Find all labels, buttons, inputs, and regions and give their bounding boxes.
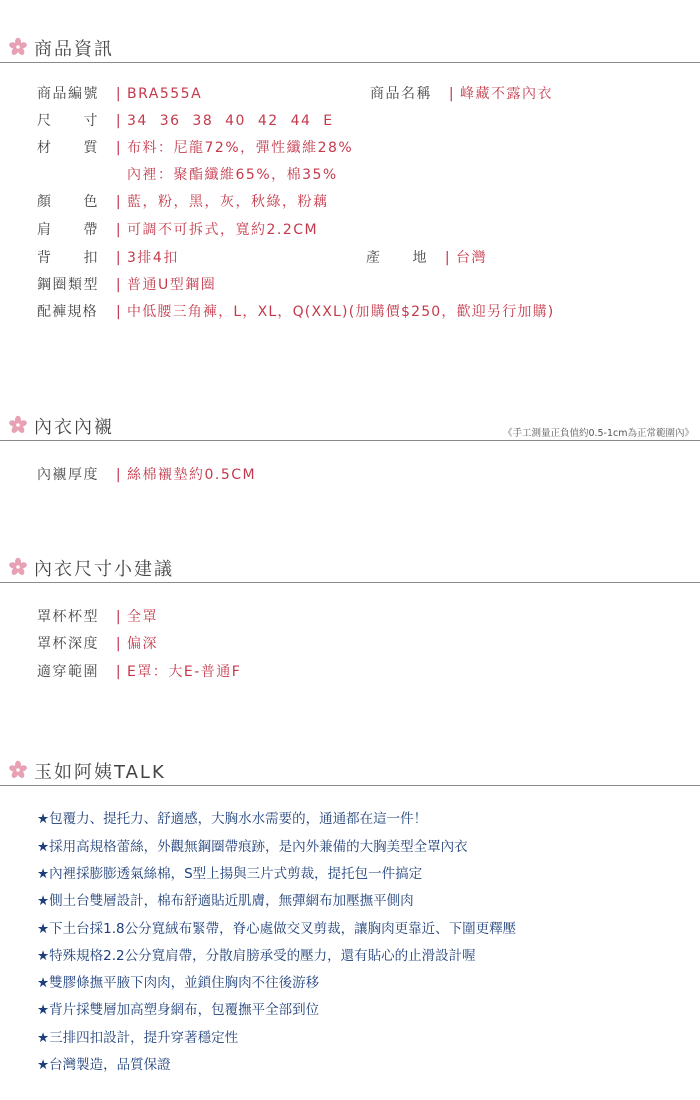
cup-type-value: 全罩	[127, 609, 158, 625]
talk-item-text: 雙膠條撫平腋下肉肉，並鎖住胸肉不往後游移	[49, 975, 320, 991]
separator: |	[115, 277, 123, 293]
origin-label: 產 地	[366, 250, 428, 266]
separator: |	[115, 194, 123, 210]
wire-value: 普通U型鋼圈	[127, 277, 217, 293]
fit-range-value: E罩：大E-普通F	[127, 664, 242, 680]
flower-icon	[8, 415, 28, 435]
material-value: 布料：尼龍72%，彈性纖維28%	[127, 140, 354, 156]
product-name-value: 峰藏不露內衣	[460, 86, 553, 102]
section-title: 商品資訊	[34, 39, 114, 60]
cup-depth-label: 罩杯深度	[37, 636, 99, 652]
product-code-label: 商品編號	[37, 86, 99, 102]
talk-item	[37, 890, 414, 912]
section-divider	[0, 582, 700, 583]
section-header-talk	[0, 756, 700, 786]
row-fit-range	[37, 661, 241, 683]
separator: |	[116, 304, 122, 320]
color-value: 藍，粉，黑，灰，秋綠，粉藕	[127, 194, 329, 210]
section-header-size-advice	[0, 553, 700, 583]
separator: |	[115, 86, 123, 102]
pants-value: 中低腰三角褲，L，XL，Q(XXL)(加購價$250，歡迎另行加購)	[127, 304, 555, 320]
separator: |	[115, 113, 123, 129]
product-name-label: 商品名稱	[370, 86, 432, 102]
row-origin	[366, 247, 487, 269]
thickness-label: 內襯厚度	[37, 467, 99, 483]
section-header-product-info	[0, 33, 700, 63]
star-icon: ★	[37, 839, 50, 855]
star-icon: ★	[37, 948, 50, 964]
material-label: 材 質	[37, 140, 99, 156]
talk-item-text: 背片採雙層加高塑身網布，包覆撫平全部到位	[49, 1002, 320, 1018]
strap-value: 可調不可拆式，寬約2.2CM	[127, 222, 319, 238]
section-header-padding	[0, 411, 700, 441]
talk-item	[37, 999, 319, 1021]
talk-item-text: 包覆力、提托力、舒適感，大胸水水需要的，通通都在這一件！	[49, 811, 428, 827]
cup-depth-value: 偏深	[127, 636, 158, 652]
talk-item	[37, 836, 468, 858]
thickness-value: 絲棉襯墊約0.5CM	[127, 467, 257, 483]
star-icon: ★	[37, 866, 50, 882]
talk-item	[37, 972, 319, 994]
separator: |	[115, 636, 123, 652]
row-material-lining	[127, 164, 338, 186]
row-hook	[37, 247, 179, 269]
separator: |	[444, 250, 452, 266]
cup-type-label: 罩杯杯型	[37, 609, 99, 625]
row-thickness	[37, 464, 256, 486]
size-label: 尺 寸	[37, 113, 99, 129]
flower-icon	[8, 37, 28, 57]
talk-item-text: 台灣製造，品質保證	[49, 1057, 171, 1073]
talk-item	[37, 945, 476, 967]
star-icon: ★	[37, 1030, 50, 1046]
row-size	[37, 110, 334, 132]
section-title: 內衣內襯	[34, 417, 114, 438]
row-pants	[37, 301, 554, 323]
star-icon: ★	[37, 1002, 50, 1018]
row-strap	[37, 219, 318, 241]
talk-item	[37, 1054, 171, 1076]
row-color	[37, 191, 329, 213]
talk-item	[37, 863, 422, 885]
origin-value: 台灣	[456, 250, 487, 266]
separator: |	[115, 250, 123, 266]
row-product-name	[370, 83, 553, 105]
star-icon: ★	[37, 811, 50, 827]
talk-item-text: 下土台採1.8公分寬絨布緊帶，脊心處做交叉剪裁，讓胸肉更靠近、下圍更釋壓	[49, 921, 517, 937]
row-wire	[37, 274, 216, 296]
hook-label: 背 扣	[37, 250, 99, 266]
separator: |	[115, 140, 123, 156]
row-cup-depth	[37, 633, 158, 655]
measurement-note: 《手工測量正負值約0.5-1cm為正常範圍內》	[502, 428, 694, 439]
flower-icon	[8, 760, 28, 780]
wire-label: 鋼圈類型	[37, 277, 99, 293]
talk-item	[37, 808, 427, 830]
talk-item	[37, 1027, 238, 1049]
star-icon: ★	[37, 921, 50, 937]
talk-item-text: 採用高規格蕾絲，外觀無鋼圈帶痕跡，是內外兼備的大胸美型全罩內衣	[49, 839, 468, 855]
row-material	[37, 137, 353, 159]
pants-label: 配褲規格	[37, 304, 98, 320]
material-lining-value: 內裡：聚酯纖維65%，棉35%	[127, 167, 338, 183]
section-divider	[0, 440, 700, 441]
separator: |	[115, 664, 123, 680]
fit-range-label: 適穿範圍	[37, 664, 99, 680]
talk-item-text: 內裡採膨膨透氣絲棉，S型上揚與三片式剪裁，提托包一件搞定	[49, 866, 423, 882]
section-title: 內衣尺寸小建議	[34, 559, 174, 580]
separator: |	[115, 467, 123, 483]
separator: |	[115, 609, 123, 625]
star-icon: ★	[37, 893, 50, 909]
talk-item	[37, 918, 516, 940]
product-code-value: BRA555A	[127, 86, 203, 102]
row-product-code	[37, 83, 202, 105]
star-icon: ★	[37, 975, 50, 991]
color-label: 顏 色	[37, 194, 99, 210]
separator: |	[115, 222, 123, 238]
talk-item-text: 側土台雙層設計，棉布舒適貼近肌膚，無彈網布加壓撫平側肉	[49, 893, 414, 909]
flower-icon	[8, 557, 28, 577]
talk-item-text: 特殊規格2.2公分寬肩帶，分散肩膀承受的壓力，還有貼心的止滑設計喔	[49, 948, 476, 964]
strap-label: 肩 帶	[37, 222, 99, 238]
separator: |	[448, 86, 456, 102]
section-title: 玉如阿姨TALK	[34, 762, 166, 783]
talk-item-text: 三排四扣設計，提升穿著穩定性	[49, 1030, 239, 1046]
size-value: 34 36 38 40 42 44 E	[127, 113, 334, 129]
section-divider	[0, 62, 700, 63]
hook-value: 3排4扣	[127, 250, 179, 266]
star-icon: ★	[37, 1057, 50, 1073]
row-cup-type	[37, 606, 158, 628]
section-divider	[0, 785, 700, 786]
